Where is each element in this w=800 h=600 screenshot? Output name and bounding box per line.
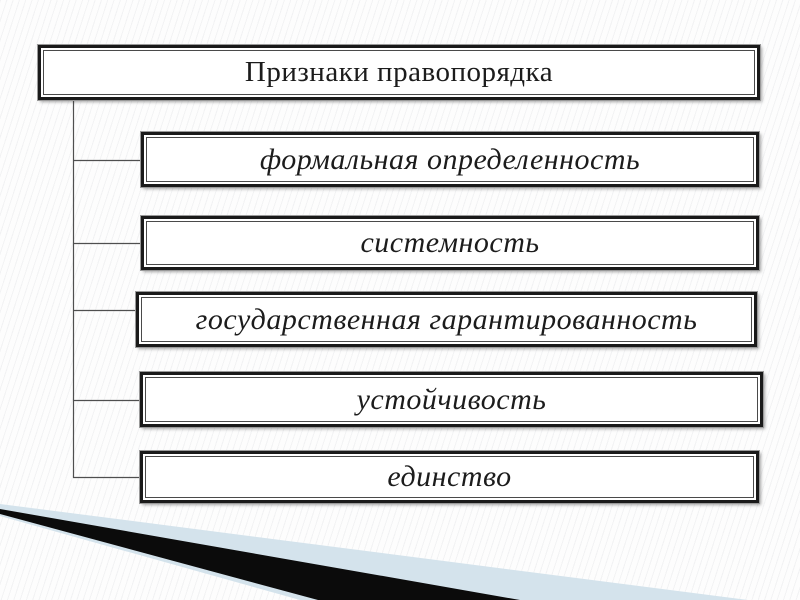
diagram-title-label: Признаки правопорядка	[43, 50, 755, 95]
diagram-item-label-3: государственная гарантированность	[141, 297, 752, 342]
diagram-item-label-1: формальная определенность	[146, 137, 754, 182]
diagram-item-label-4: устойчивость	[145, 377, 758, 422]
diagram-item-label-5: единство	[145, 456, 754, 498]
diagram-item-label-2: системность	[146, 221, 754, 265]
